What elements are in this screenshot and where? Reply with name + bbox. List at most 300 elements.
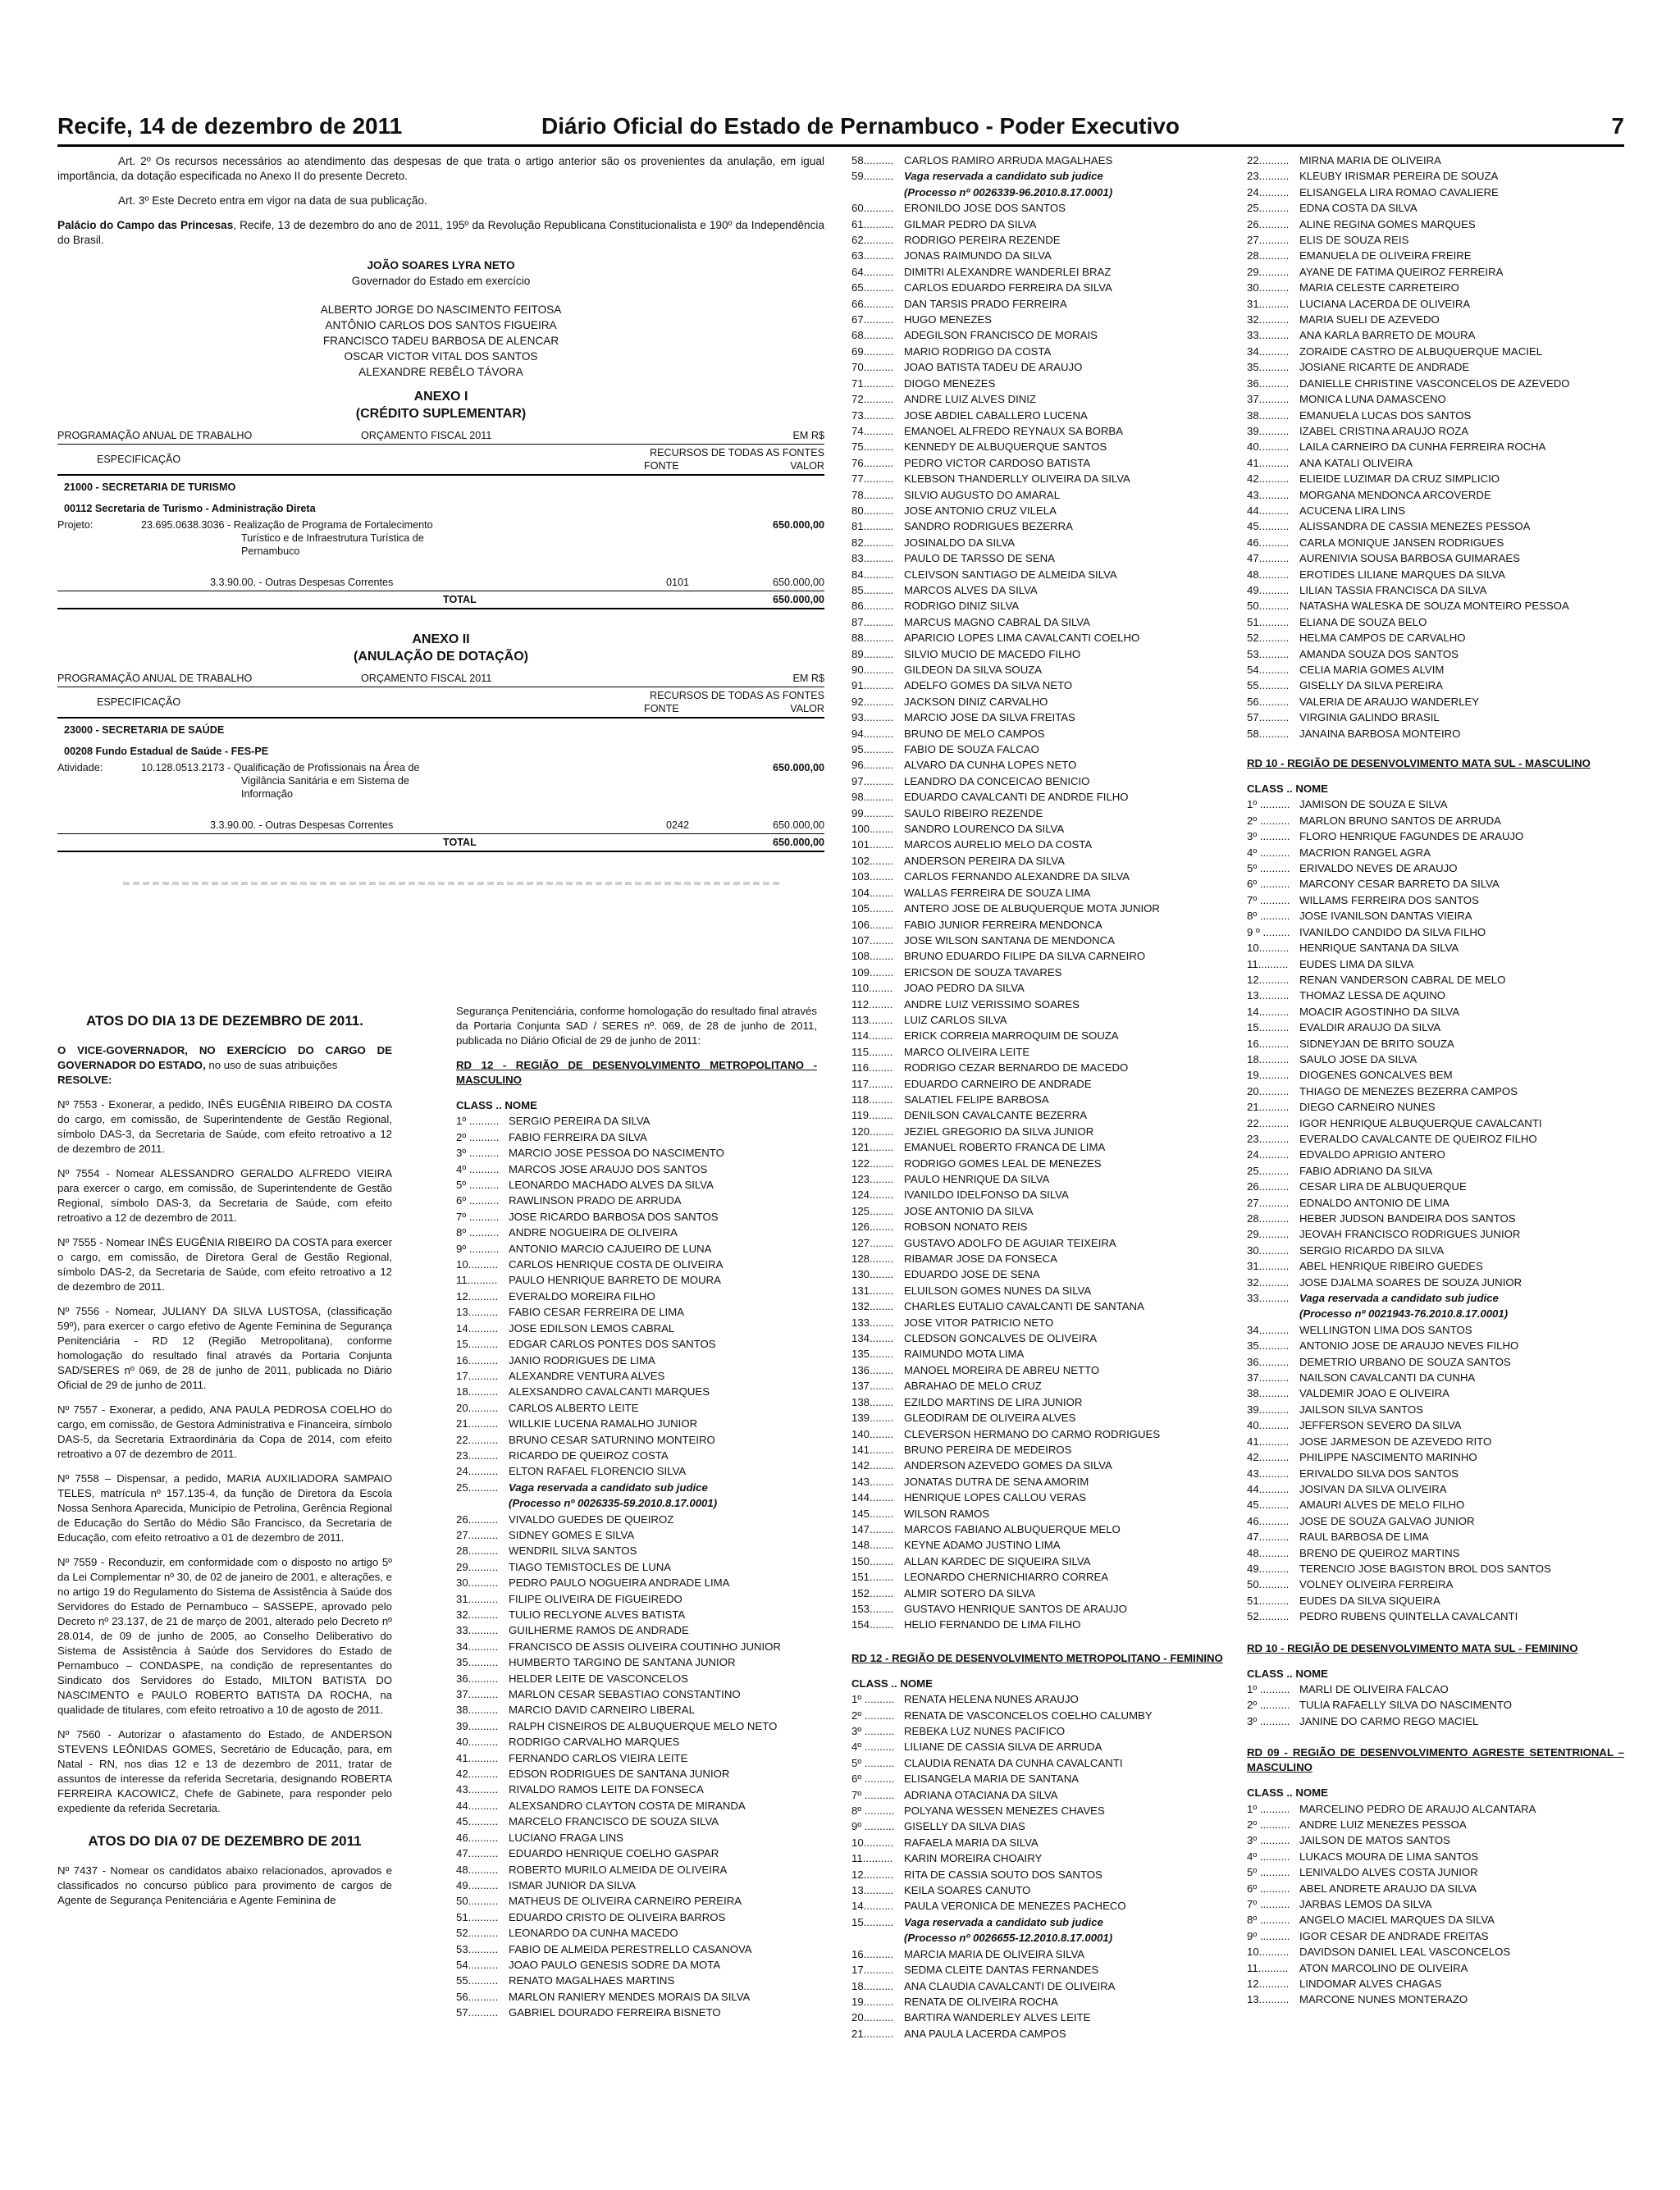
resolve-label: RESOLVE: <box>57 1074 112 1086</box>
class-number: 32.......... <box>1247 1275 1290 1289</box>
class-number: 19.......... <box>851 1995 894 2008</box>
class-number: 83.......... <box>851 552 894 565</box>
list-item <box>1247 646 1624 662</box>
list-item <box>1247 1960 1624 1976</box>
list-item <box>456 1336 817 1352</box>
candidate-name: SEDMA CLEITE DANTAS FERNANDES <box>904 1964 1099 1977</box>
candidate-name: ADEGILSON FRANCISCO DE MORAIS <box>904 329 1098 342</box>
unit-line: 00112 Secretaria de Turismo - Administração Direta <box>64 503 316 514</box>
list-item <box>851 1474 1225 1490</box>
list-item <box>1247 892 1624 908</box>
signature-block <box>57 258 824 380</box>
candidate-name: IGOR CESAR DE ANDRADE FREITAS <box>1299 1929 1489 1942</box>
candidate-name: POLYANA WESSEN MENEZES CHAVES <box>904 1804 1105 1818</box>
candidate-name: IGOR HENRIQUE ALBUQUERQUE CAVALCANTI <box>1299 1116 1542 1129</box>
candidate-name: ANA KARLA BARRETO DE MOURA <box>1299 329 1476 342</box>
candidate-name: CLEVERSON HERMANO DO CARMO RODRIGUES <box>904 1427 1161 1440</box>
class-number: 125........ <box>851 1204 894 1217</box>
list-item <box>1247 1481 1624 1497</box>
candidate-name: GILMAR PEDRO DA SILVA <box>904 217 1037 230</box>
candidate-name: ALVARO DA CUNHA LOPES NETO <box>904 759 1077 772</box>
rd12-feminino-list-cont <box>1247 153 1624 741</box>
class-number: 88.......... <box>851 632 894 645</box>
list-item <box>851 217 1225 232</box>
class-number: 1º .......... <box>456 1115 500 1128</box>
class-number: 24.......... <box>456 1465 499 1478</box>
candidate-name: ROBERTO MURILO ALMEIDA DE OLIVEIRA <box>509 1863 728 1876</box>
candidate-name: JOSIVAN DA SILVA OLIVEIRA <box>1299 1482 1447 1495</box>
total-row <box>57 593 824 606</box>
candidate-name: GABRIEL DOURADO FERREIRA BISNETO <box>509 2006 721 2019</box>
list-column-3 <box>851 153 1225 2042</box>
candidate-name: SALATIEL FELIPE BARBOSA <box>904 1093 1049 1106</box>
candidate-name: GLEODIRAM DE OLIVEIRA ALVES <box>904 1412 1076 1425</box>
candidate-name: FABIO FERREIRA DA SILVA <box>509 1130 647 1143</box>
candidate-name: JACKSON DINIZ CARVALHO <box>904 695 1048 708</box>
class-number: 147........ <box>851 1522 894 1535</box>
candidate-name: ALMIR SOTERO DA SILVA <box>904 1586 1035 1599</box>
sources-label: RECURSOS DE TODAS AS FONTES <box>650 447 824 459</box>
list-item <box>851 1076 1225 1092</box>
table-rule <box>57 717 824 719</box>
list-item <box>1247 1258 1624 1274</box>
budget-header-row <box>57 429 824 442</box>
currency-label: EM R$ <box>792 430 824 441</box>
class-number: 65.......... <box>851 281 894 294</box>
list-item <box>851 1330 1225 1346</box>
annex-title <box>57 388 824 422</box>
list-item <box>456 1448 817 1463</box>
class-number: 15.......... <box>456 1338 499 1351</box>
candidate-name: ELIANA DE SOUZA BELO <box>1299 615 1427 628</box>
class-number: 41.......... <box>1247 456 1290 469</box>
candidate-name: EMANUEL ROBERTO FRANCA DE LIMA <box>904 1141 1106 1154</box>
class-number: 37.......... <box>1247 1371 1290 1385</box>
candidate-name: JOSE JARMESON DE AZEVEDO RITO <box>1299 1435 1492 1448</box>
list-item <box>851 1946 1225 1962</box>
candidate-name: MARCOS FABIANO ALBUQUERQUE MELO <box>904 1522 1121 1535</box>
class-number: 60.......... <box>851 202 894 215</box>
list-item <box>851 1522 1225 1537</box>
candidate-name: CELIA MARIA GOMES ALVIM <box>1299 664 1445 676</box>
list-item <box>456 1766 817 1782</box>
candidate-name: BRUNO CESAR SATURNINO MONTEIRO <box>509 1433 715 1446</box>
class-number: 46.......... <box>1247 1514 1290 1527</box>
class-number: 151........ <box>851 1571 894 1584</box>
candidate-name: MARCOS AURELIO MELO DA COSTA <box>904 838 1093 851</box>
candidate-name: JOAO PEDRO DA SILVA <box>904 982 1025 995</box>
class-number: 26.......... <box>1247 217 1290 230</box>
class-number: 18.......... <box>851 1979 894 1992</box>
class-number: 27.......... <box>1247 234 1290 247</box>
section-rd10-masculino: RD 10 - REGIÃO DE DESENVOLVIMENTO MATA SUL - MASCULINO <box>1247 757 1591 770</box>
class-number: 48.......... <box>1247 1546 1290 1559</box>
class-number: 13.......... <box>1247 989 1290 1002</box>
list-item <box>456 1941 817 1957</box>
candidate-name: PAULO DE TARSSO DE SENA <box>904 552 1055 565</box>
class-number: 2º .......... <box>1247 814 1290 827</box>
class-number: 21.......... <box>1247 1101 1290 1114</box>
class-number: 49.......... <box>456 1878 499 1891</box>
list-item <box>1247 185 1624 200</box>
candidate-name: PEDRO PAULO NOGUEIRA ANDRADE LIMA <box>509 1576 730 1590</box>
class-number: 16.......... <box>851 1947 894 1960</box>
list-item <box>1247 1608 1624 1624</box>
class-number: 43.......... <box>1247 488 1290 501</box>
acts07-text: Nº 7437 - Nomear os candidatos abaixo relacionados, aprovados e classificados no concurso público para provimento de cargos de Agente de Segurança Penitenciária e Agente Feminina de <box>57 1864 392 1906</box>
candidate-name: JOSE DE SOUZA GALVAO JUNIOR <box>1299 1514 1475 1527</box>
list-item <box>456 1686 817 1702</box>
candidate-name: ATON MARCOLINO DE OLIVEIRA <box>1299 1961 1468 1974</box>
list-item <box>1247 423 1624 439</box>
list-item <box>851 1691 1225 1707</box>
class-number: 5º .......... <box>1247 1866 1290 1879</box>
candidate-name: PEDRO RUBENS QUINTELLA CAVALCANTI <box>1299 1610 1518 1623</box>
candidate-name: MATHEUS DE OLIVEIRA CARNEIRO PEREIRA <box>509 1895 742 1908</box>
list-item <box>456 1575 817 1590</box>
list-item <box>1247 1084 1624 1099</box>
candidate-name: KLEUBY IRISMAR PEREIRA DE SOUZA <box>1299 170 1499 183</box>
list-item <box>851 1818 1225 1834</box>
class-number: 3º .......... <box>1247 1834 1290 1847</box>
class-number: 7º .......... <box>1247 893 1290 906</box>
expense-label: 3.3.90.00. - Outras Despesas Correntes <box>210 819 394 831</box>
class-number: 63.......... <box>851 249 894 262</box>
candidate-name: FABIO CESAR FERREIRA DE LIMA <box>509 1306 684 1319</box>
class-number: 5º .......... <box>456 1179 500 1192</box>
candidate-name: JOSE EDILSON LEMOS CABRAL <box>509 1321 675 1335</box>
class-number: 34.......... <box>1247 344 1290 358</box>
candidate-name: WENDRIL SILVA SANTOS <box>509 1544 637 1558</box>
expense-row <box>57 819 824 832</box>
candidate-name: ANDRE NOGUEIRA DE OLIVEIRA <box>509 1226 678 1239</box>
class-number: 126........ <box>851 1220 894 1234</box>
rd09-masculino-list <box>1247 1801 1624 2008</box>
list-item <box>456 1353 817 1368</box>
candidate-name: MIRNA MARIA DE OLIVEIRA <box>1299 154 1441 167</box>
class-number: 94.......... <box>851 727 894 740</box>
class-number: 56.......... <box>456 1990 499 2003</box>
list-item <box>1247 876 1624 892</box>
class-number: 105........ <box>851 902 894 915</box>
list-item <box>851 757 1225 773</box>
list-item <box>851 1739 1225 1754</box>
class-number: 53.......... <box>1247 647 1290 660</box>
list-item <box>1247 956 1624 972</box>
class-number: 67.......... <box>851 313 894 326</box>
candidate-name: ELIS DE SOUZA REIS <box>1299 234 1409 247</box>
candidate-name: RIVALDO RAMOS LEITE DA FONSECA <box>509 1783 704 1796</box>
total-value: 650.000,00 <box>772 837 824 848</box>
signatory-name: OSCAR VICTOR VITAL DOS SANTOS <box>344 350 538 363</box>
list-item <box>1247 153 1624 168</box>
candidate-name: MARLI DE OLIVEIRA FALCAO <box>1299 1682 1449 1695</box>
class-number: 134........ <box>851 1332 894 1345</box>
candidate-name: IVANILDO IDELFONSO DA SILVA <box>904 1189 1069 1202</box>
list-item <box>1247 391 1624 407</box>
list-item <box>851 709 1225 725</box>
list-item <box>851 1835 1225 1850</box>
expense-source: 0242 <box>665 819 689 831</box>
candidate-name: FABIO ADRIANO DA SILVA <box>1299 1164 1433 1177</box>
class-number: 77.......... <box>851 472 894 486</box>
candidate-name: EMANUELA LUCAS DOS SANTOS <box>1299 408 1472 422</box>
candidate-name: EROTIDES LILIANE MARQUES DA SILVA <box>1299 568 1505 581</box>
class-number: 49.......... <box>1247 1562 1290 1575</box>
candidate-name: RAUL BARBOSA DE LIMA <box>1299 1531 1429 1544</box>
candidate-name: ALEXSANDRO CAVALCANTI MARQUES <box>509 1385 710 1398</box>
list-item <box>851 1203 1225 1219</box>
class-number: 52.......... <box>456 1927 499 1940</box>
class-number: 24.......... <box>1247 185 1290 198</box>
candidate-name: BRUNO EDUARDO FILIPE DA SILVA CARNEIRO <box>904 950 1146 963</box>
list-item <box>851 933 1225 948</box>
candidate-name: FABIO DE SOUZA FALCAO <box>904 743 1039 756</box>
list-item <box>1247 1211 1624 1226</box>
candidate-name: ALLAN KARDEC DE SIQUEIRA SILVA <box>904 1554 1091 1567</box>
list-item <box>1247 828 1624 844</box>
list-item <box>1247 1681 1624 1697</box>
list-item <box>851 980 1225 996</box>
class-header: CLASS .. NOME <box>851 1677 933 1690</box>
candidate-name: GISELLY DA SILVA DIAS <box>904 1820 1025 1833</box>
candidate-name: KEYNE ADAMO JUSTINO LIMA <box>904 1539 1061 1552</box>
class-number: 36.......... <box>1247 376 1290 390</box>
class-number: 4º .......... <box>1247 846 1290 859</box>
list-item <box>851 1283 1225 1298</box>
list-item <box>1247 1832 1624 1848</box>
list-item <box>1247 567 1624 582</box>
sources-header <box>611 446 824 472</box>
candidate-name: ERIVALDO NEVES DE ARAUJO <box>1299 862 1458 875</box>
list-item <box>851 1124 1225 1139</box>
class-number: 19.......... <box>1247 1069 1290 1082</box>
list-item <box>851 1171 1225 1187</box>
candidate-name: MACRION RANGEL AGRA <box>1299 846 1431 859</box>
list-item <box>1247 487 1624 503</box>
list-item <box>851 327 1225 343</box>
list-item <box>456 1161 817 1177</box>
candidate-name: ANGELO MACIEL MARQUES DA SILVA <box>1299 1914 1495 1927</box>
class-number: 68.......... <box>851 329 894 342</box>
list-item <box>851 1771 1225 1786</box>
candidate-name: JAILSON SILVA SANTOS <box>1299 1403 1423 1416</box>
candidate-name: PHILIPPE NASCIMENTO MARINHO <box>1299 1451 1477 1464</box>
candidate-name: ALEXSANDRO CLAYTON COSTA DE MIRANDA <box>509 1799 746 1812</box>
list-item <box>456 1400 817 1416</box>
reserved-vacancy: Vaga reservada a candidato sub judice <box>904 170 1103 183</box>
program-desc-3: Informação <box>241 788 293 800</box>
candidate-name: GILDEON DA SILVA SOUZA <box>904 664 1043 676</box>
list-item <box>1247 678 1624 693</box>
list-item <box>456 1862 817 1877</box>
class-number: 90.......... <box>851 664 894 676</box>
candidate-name: DEMETRIO URBANO DE SOUZA SANTOS <box>1299 1355 1511 1368</box>
list-item <box>851 1346 1225 1362</box>
candidate-name: LILIANE DE CASSIA SILVA DE ARRUDA <box>904 1741 1102 1754</box>
class-number: 29.......... <box>1247 1228 1290 1241</box>
class-number: 31.......... <box>1247 297 1290 310</box>
class-number: 113........ <box>851 1013 893 1026</box>
list-item <box>1247 1576 1624 1592</box>
list-item <box>456 1734 817 1750</box>
signatory-name: ALEXANDRE REBÊLO TÁVORA <box>358 366 523 378</box>
budget-header-row <box>57 672 824 685</box>
list-item <box>456 1209 817 1225</box>
list-item <box>851 1867 1225 1882</box>
list-item <box>851 1882 1225 1898</box>
candidate-name: PAULO HENRIQUE BARRETO DE MOURA <box>509 1274 721 1287</box>
budget-label: ORÇAMENTO FISCAL 2011 <box>361 430 492 441</box>
class-number: 50.......... <box>456 1895 499 1908</box>
budget-table <box>57 429 824 609</box>
candidate-name: ELTON RAFAEL FLORENCIO SILVA <box>509 1465 687 1478</box>
list-item <box>851 869 1225 884</box>
list-item <box>1247 327 1624 343</box>
list-item <box>851 1554 1225 1569</box>
class-number: 89.......... <box>851 647 894 660</box>
class-number: 35.......... <box>1247 1339 1290 1353</box>
art3-text: Art. 3º Este Decreto entra em vigor na data de sua publicação. <box>118 194 427 207</box>
class-number: 55.......... <box>1247 679 1290 692</box>
list-item <box>851 1585 1225 1601</box>
class-number: 85.......... <box>851 583 894 596</box>
list-item <box>1247 200 1624 216</box>
class-number: 13.......... <box>1247 1993 1290 2006</box>
list-item <box>456 1416 817 1431</box>
class-number: 132........ <box>851 1300 894 1313</box>
candidate-name: EMANOEL ALFREDO REYNAUX SA BORBA <box>904 424 1123 437</box>
candidate-name: HELMA CAMPOS DE CARVALHO <box>1299 632 1466 645</box>
candidate-name: LINDOMAR ALVES CHAGAS <box>1299 1978 1442 1991</box>
list-item <box>1247 168 1624 184</box>
list-item <box>1247 232 1624 248</box>
class-number: 56.......... <box>1247 695 1290 708</box>
candidate-name: MARCOS ALVES DA SILVA <box>904 583 1038 596</box>
list-item <box>851 376 1225 391</box>
candidate-name: FABIO JUNIOR FERREIRA MENDONCA <box>904 918 1102 931</box>
class-number: 8º .......... <box>456 1226 500 1239</box>
class-number: 28.......... <box>1247 1212 1290 1225</box>
candidate-name: JARBAS LEMOS DA SILVA <box>1299 1898 1432 1911</box>
list-item <box>456 1113 817 1129</box>
candidate-name: REBEKA LUZ NUNES PACIFICO <box>904 1725 1066 1737</box>
candidate-name: SERGIO RICARDO DA SILVA <box>1299 1243 1445 1257</box>
candidate-name: EZILDO MARTINS DE LIRA JUNIOR <box>904 1395 1083 1408</box>
candidate-name: PAULA VERONICA DE MENEZES PACHECO <box>904 1900 1126 1913</box>
candidate-name: EVERALDO MOREIRA FILHO <box>509 1289 655 1303</box>
class-number: 36.......... <box>456 1672 499 1685</box>
list-column-4 <box>1247 153 1624 2008</box>
list-item <box>851 582 1225 598</box>
candidate-name: JOSE ANTONIO DA SILVA <box>904 1204 1034 1217</box>
candidate-name: ANDRE LUIZ MENEZES PESSOA <box>1299 1818 1467 1831</box>
class-number: 16.......... <box>1247 1037 1290 1050</box>
class-number: 53.......... <box>456 1942 499 1955</box>
candidate-name: LUCIANA LACERDA DE OLIVEIRA <box>1299 297 1471 310</box>
class-header: CLASS .. NOME <box>1247 1786 1328 1800</box>
list-item <box>851 1219 1225 1234</box>
rd10-feminino-list <box>1247 1681 1624 1729</box>
list-item <box>851 1107 1225 1123</box>
candidate-name: MARIO RODRIGO DA COSTA <box>904 344 1052 358</box>
list-item <box>851 1187 1225 1202</box>
candidate-name: ANA KATALI OLIVEIRA <box>1299 456 1413 469</box>
candidate-name: EDUARDO JOSE DE SENA <box>904 1268 1040 1281</box>
class-number: 11.......... <box>1247 1961 1289 1974</box>
candidate-name: LEONARDO MACHADO ALVES DA SILVA <box>509 1179 714 1192</box>
list-item <box>1247 1226 1624 1242</box>
list-item <box>851 200 1225 216</box>
class-number: 69.......... <box>851 344 894 358</box>
candidate-name: LENIVALDO ALVES COSTA JUNIOR <box>1299 1866 1478 1879</box>
list-item <box>1247 726 1624 741</box>
list-item <box>851 1092 1225 1107</box>
class-number: 128........ <box>851 1252 894 1266</box>
candidate-name: MARCIO DAVID CARNEIRO LIBERAL <box>509 1704 695 1717</box>
class-number: 39.......... <box>1247 1403 1290 1416</box>
list-item <box>1247 550 1624 566</box>
list-item <box>456 1622 817 1638</box>
class-number: 9º .......... <box>1247 1929 1290 1942</box>
secretariat-line: 21000 - SECRETARIA DE TURISMO <box>64 481 236 493</box>
program-desc <box>141 518 773 558</box>
candidate-name: ERIVALDO SILVA DOS SANTOS <box>1299 1467 1459 1480</box>
list-item <box>456 1463 817 1479</box>
table-rule <box>57 474 824 476</box>
list-item <box>851 1490 1225 1505</box>
class-number: 31.......... <box>1247 1260 1290 1273</box>
class-number: 99.......... <box>851 806 894 819</box>
class-number: 144........ <box>851 1491 894 1504</box>
list-item <box>851 423 1225 439</box>
list-item <box>1247 1417 1624 1433</box>
candidate-name: ERONILDO JOSE DOS SANTOS <box>904 202 1066 215</box>
list-column-2 <box>456 1004 817 2021</box>
list-item <box>1247 1099 1624 1115</box>
class-number: 150........ <box>851 1554 894 1567</box>
class-number: 3º .......... <box>1247 1714 1290 1727</box>
list-item <box>851 1569 1225 1585</box>
class-number: 143........ <box>851 1475 894 1488</box>
class-number: 110........ <box>851 982 893 995</box>
list-item <box>1247 1801 1624 1817</box>
class-number: 48.......... <box>1247 568 1290 581</box>
candidate-name: JEZIEL GREGORIO DA SILVA JUNIOR <box>904 1125 1094 1138</box>
list-item <box>1247 312 1624 327</box>
list-item <box>456 2005 817 2020</box>
list-item <box>1247 248 1624 263</box>
sources-subheader <box>611 459 824 472</box>
candidate-name: VALERIA DE ARAUJO WANDERLEY <box>1299 695 1480 708</box>
list-item <box>1247 1322 1624 1338</box>
class-number: 15.......... <box>851 1915 894 1928</box>
process-number: (Processo nº 0021943-76.2010.8.17.0001) <box>1299 1307 1509 1321</box>
list-item <box>456 1639 817 1654</box>
class-number: 25.......... <box>1247 1164 1290 1177</box>
list-item <box>851 1978 1225 1994</box>
candidate-name: RAWLINSON PRADO DE ARRUDA <box>509 1194 682 1207</box>
class-number: 84.......... <box>851 568 894 581</box>
candidate-name: AURENIVIA SOUSA BARBOSA GUIMARAES <box>1299 552 1520 565</box>
class-number: 54.......... <box>1247 664 1290 676</box>
table-rule <box>57 851 824 852</box>
class-number: 18.......... <box>1247 1052 1290 1065</box>
list-item <box>456 1909 817 1925</box>
dashed-separator <box>123 882 779 885</box>
class-number: 42.......... <box>1247 472 1290 486</box>
list-item <box>1247 1131 1624 1147</box>
